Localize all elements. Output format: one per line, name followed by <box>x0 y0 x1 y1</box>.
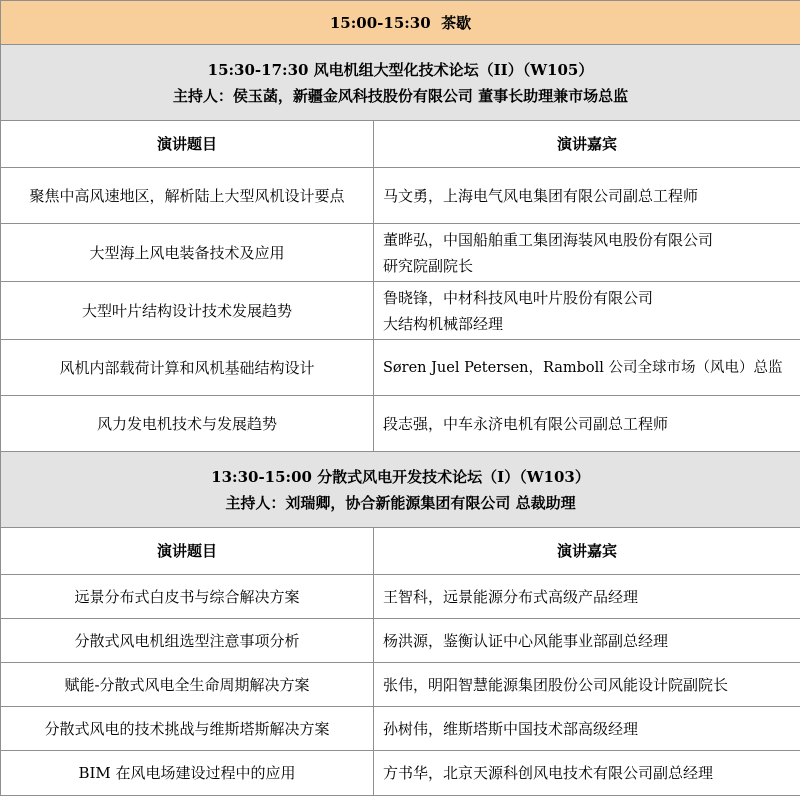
talk-topic: 分散式风电的技术挑战与维斯塔斯解决方案 <box>1 707 374 751</box>
session-header-cell <box>1 452 800 528</box>
talk-speaker <box>374 575 800 619</box>
table-row <box>1 168 800 224</box>
speaker-line: 段志强，中车永济电机有限公司副总工程师 <box>383 411 792 437</box>
talk-speaker <box>374 619 800 663</box>
column-header-topic: 演讲题目 <box>1 528 374 575</box>
talk-topic: 风力发电机技术与发展趋势 <box>1 396 374 452</box>
tea-break-time: 15:00-15:30 <box>330 14 431 32</box>
session-title: 13:30-15:00 分散式风电开发技术论坛（I）（W103） <box>1 464 800 490</box>
column-header-row <box>1 528 800 575</box>
speaker-line: 董晔弘，中国船舶重工集团海装风电股份有限公司 <box>383 227 792 253</box>
talk-topic: 赋能-分散式风电全生命周期解决方案 <box>1 663 374 707</box>
talk-speaker <box>374 340 800 396</box>
talk-speaker <box>374 707 800 751</box>
table-row <box>1 619 800 663</box>
talk-speaker <box>374 396 800 452</box>
column-header-row <box>1 121 800 168</box>
session-header-row <box>1 452 800 528</box>
speaker-line: 孙树伟，维斯塔斯中国技术部高级经理 <box>383 716 792 742</box>
talk-speaker <box>374 751 800 796</box>
table-row <box>1 224 800 282</box>
tea-break-cell <box>1 1 800 45</box>
talk-speaker <box>374 282 800 340</box>
speaker-line: 大结构机械部经理 <box>383 311 792 337</box>
speaker-line: 马文勇，上海电气风电集团有限公司副总工程师 <box>383 183 792 209</box>
table-row <box>1 340 800 396</box>
table-row <box>1 575 800 619</box>
speaker-line: Søren Juel Petersen，Ramboll 公司全球市场（风电）总监 <box>383 355 792 381</box>
tea-break-label: 茶歇 <box>441 14 471 32</box>
tea-break-row <box>1 1 800 45</box>
table-row <box>1 663 800 707</box>
session-header-cell <box>1 45 800 121</box>
talk-speaker <box>374 663 800 707</box>
speaker-line: 研究院副院长 <box>383 253 792 279</box>
speaker-line: 王智科，远景能源分布式高级产品经理 <box>383 584 792 610</box>
session-title: 15:30-17:30 风电机组大型化技术论坛（II）（W105） <box>1 57 800 83</box>
table-row <box>1 282 800 340</box>
table-row <box>1 707 800 751</box>
speaker-line: 杨洪源，鉴衡认证中心风能事业部副总经理 <box>383 628 792 654</box>
session-header-row <box>1 45 800 121</box>
talk-topic: 大型叶片结构设计技术发展趋势 <box>1 282 374 340</box>
talk-topic: 聚焦中高风速地区，解析陆上大型风机设计要点 <box>1 168 374 224</box>
table-row <box>1 751 800 796</box>
talk-topic: 大型海上风电装备技术及应用 <box>1 224 374 282</box>
speaker-line: 方书华，北京天源科创风电技术有限公司副总经理 <box>383 760 792 786</box>
speaker-line: 鲁晓锋，中材科技风电叶片股份有限公司 <box>383 285 792 311</box>
talk-speaker <box>374 168 800 224</box>
talk-topic: BIM 在风电场建设过程中的应用 <box>1 751 374 796</box>
session-host: 主持人：刘瑞卿，协合新能源集团有限公司 总裁助理 <box>1 490 800 516</box>
column-header-speaker: 演讲嘉宾 <box>374 121 800 168</box>
column-header-topic: 演讲题目 <box>1 121 374 168</box>
talk-topic: 分散式风电机组选型注意事项分析 <box>1 619 374 663</box>
talk-speaker <box>374 224 800 282</box>
table-row <box>1 396 800 452</box>
column-header-speaker: 演讲嘉宾 <box>374 528 800 575</box>
speaker-line: 张伟，明阳智慧能源集团股份公司风能设计院副院长 <box>383 672 792 698</box>
talk-topic: 远景分布式白皮书与综合解决方案 <box>1 575 374 619</box>
session-host: 主持人：侯玉菡，新疆金风科技股份有限公司 董事长助理兼市场总监 <box>1 83 800 109</box>
talk-topic: 风机内部载荷计算和风机基础结构设计 <box>1 340 374 396</box>
